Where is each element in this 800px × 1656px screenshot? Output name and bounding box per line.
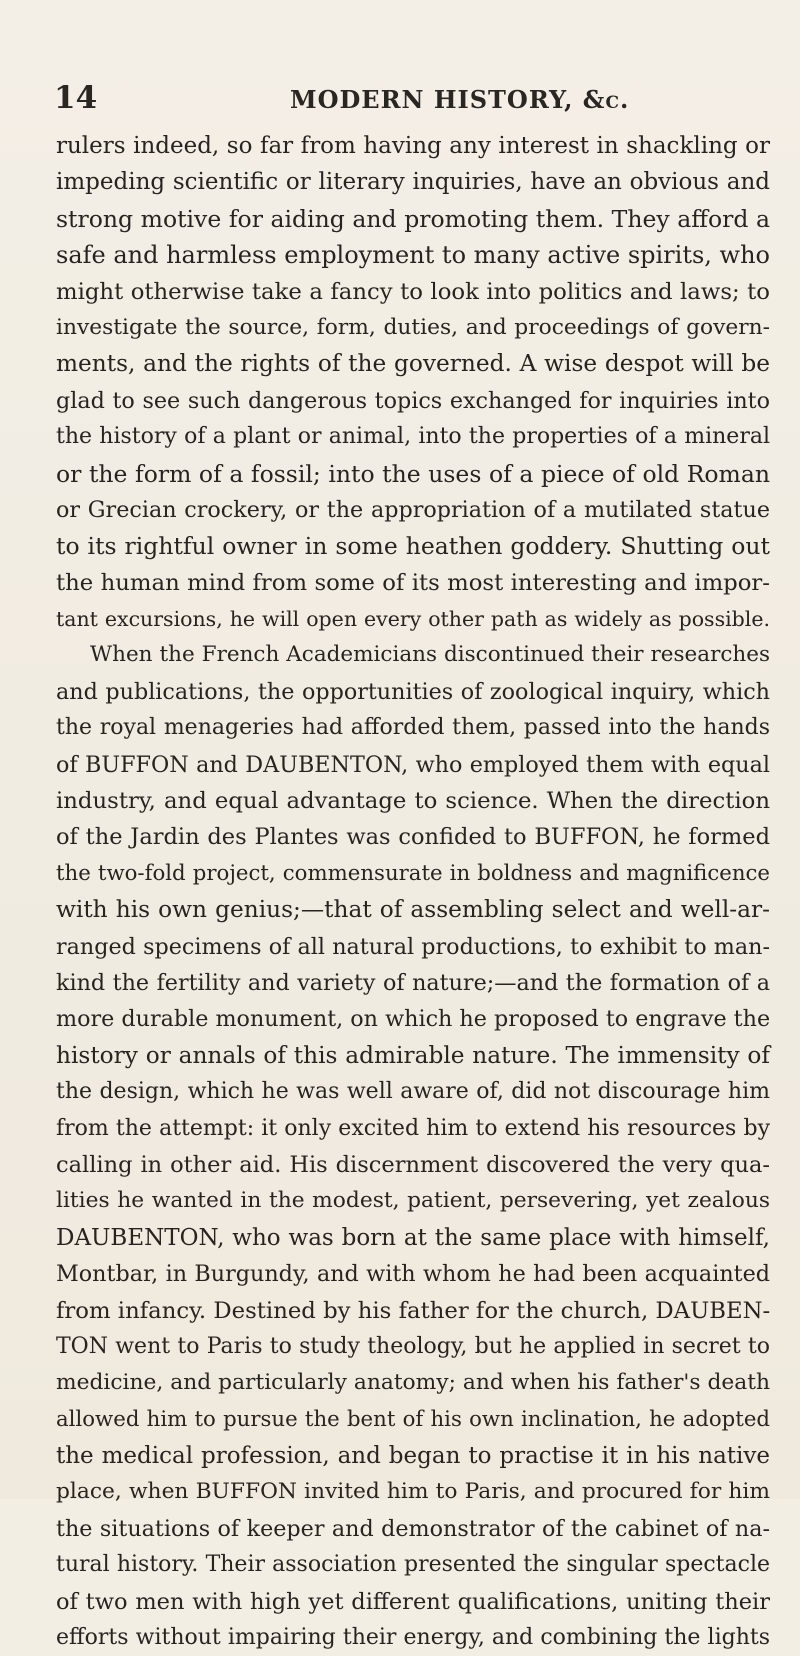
page-number: 14 (54, 80, 98, 116)
text-line: rulers indeed, so far from having any interest in shackling or (56, 133, 770, 159)
text-line: Montbar, in Burgundy, and with whom he had been acquainted (56, 1261, 770, 1288)
text-line: safe and harmless employment to many active spirits, who (56, 241, 770, 270)
text-line: from infancy. Destined by his father for the church, DAUBEN- (56, 1297, 771, 1324)
text-line: the two-fold project, commensurate in boldness and magnificence (56, 860, 770, 886)
text-line: history or annals of this admirable nature. The immensity of (56, 1041, 770, 1069)
text-line: or Grecian crockery, or the appropriation of a mutilated statue (56, 496, 770, 523)
text-line: When the French Academicians discontinued their researches (90, 642, 770, 668)
text-line: the royal menageries had afforded them, passed into the hands (56, 715, 770, 741)
running-head: MODERN HISTORY, &c. (290, 85, 630, 114)
text-line: of BUFFON and DAUBENTON, who employed them with equal (56, 751, 770, 778)
body-text (56, 128, 770, 1656)
text-line: place, when BUFFON invited him to Paris, and procured for him (56, 1479, 770, 1505)
text-line: lities he wanted in the modest, patient, persevering, yet zealous (56, 1188, 770, 1214)
text-line: from the attempt: it only excited him to extend his resources by (56, 1115, 770, 1141)
text-line: to its rightful owner in some heathen goddery. Shutting out (56, 532, 770, 561)
text-line: calling in other aid. His discernment discovered the very qua- (56, 1151, 770, 1178)
text-line: kind the fertility and variety of nature;—and the formation of a (56, 969, 770, 996)
text-line: glad to see such dangerous topics exchanged for inquiries into (56, 387, 770, 414)
text-line: impeding scientific or literary inquiries, have an obvious and (56, 169, 770, 196)
text-line: medicine, and particularly anatomy; and when his father's death (56, 1370, 770, 1396)
text-line: the history of a plant or animal, into the properties of a mineral (56, 424, 770, 450)
text-line: ranged specimens of all natural productions, to exhibit to man- (56, 933, 770, 960)
text-line: tant excursions, he will open every other path as widely as possible. (56, 607, 770, 632)
text-line: the medical profession, and began to practise it in his native (56, 1443, 770, 1470)
text-line: investigate the source, form, duties, and proceedings of govern- (56, 314, 770, 340)
text-line: the design, which he was well aware of, did not discourage him (56, 1079, 770, 1105)
text-line: might otherwise take a fancy to look into politics and laws; to (56, 278, 770, 305)
text-line: industry, and equal advantage to science. When the direction (56, 788, 770, 815)
text-line: the situations of keeper and demonstrator of the cabinet of na- (56, 1515, 770, 1542)
text-line: ments, and the rights of the governed. A wise despot will be (56, 350, 770, 378)
text-line: efforts without impairing their energy, and combining the lights (56, 1625, 770, 1651)
text-line: tural history. Their association presented the singular spectacle (56, 1552, 770, 1578)
text-line: allowed him to pursue the bent of his own inclination, he adopted (56, 1406, 770, 1432)
text-line: strong motive for aiding and promoting them. They afford a (56, 204, 770, 233)
text-line: the human mind from some of its most interesting and impor- (56, 569, 770, 596)
text-line: and publications, the opportunities of zoological inquiry, which (56, 678, 770, 705)
text-line: more durable monument, on which he proposed to engrave the (56, 1006, 771, 1033)
page-header (54, 78, 774, 118)
text-line: with his own genius;—that of assembling select and well-ar- (56, 896, 770, 924)
text-line: of the Jardin des Plantes was confided to BUFFON, he formed (56, 824, 770, 851)
text-line: of two men with high yet different qualifications, uniting their (56, 1588, 770, 1615)
text-line: or the form of a fossil; into the uses of a piece of old Roman (56, 459, 770, 488)
text-line: TON went to Paris to study theology, but he applied in secret to (56, 1333, 770, 1359)
text-line: DAUBENTON, who was born at the same place with himself, (56, 1224, 770, 1251)
